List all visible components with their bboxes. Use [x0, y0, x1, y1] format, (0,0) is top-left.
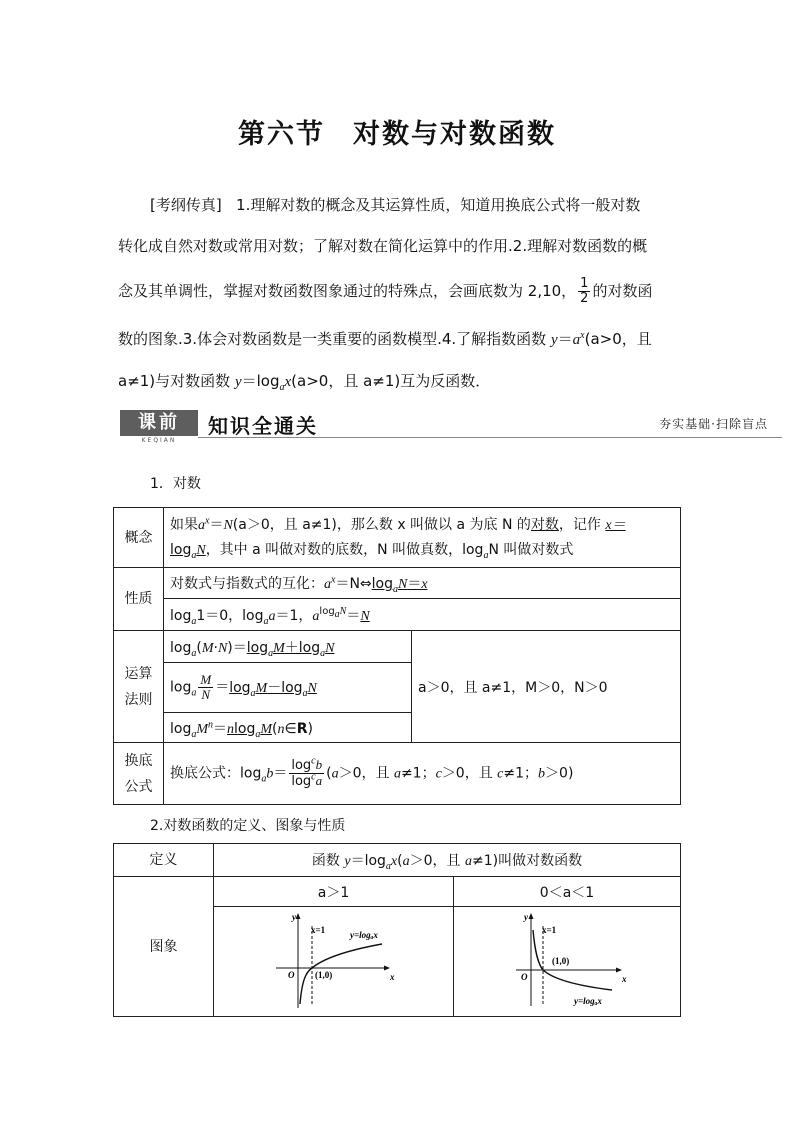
banner-slogan: 夯实基础·扫除盲点 — [659, 417, 768, 431]
syllabus-line-3: 念及其单调性，掌握对数函数图象通过的特殊点，会画底数为 2,10， $\frac{1}{2}$ 的对数函 — [118, 276, 653, 306]
banner-tag-pinyin: KEQIAN — [141, 437, 177, 444]
table-row-concept — [114, 508, 681, 568]
graph-b-point-label: (1,0) — [552, 955, 570, 966]
banner-divider — [198, 437, 782, 438]
row-label-change-base: 换底 公式 — [114, 743, 164, 805]
graph-b-curve — [533, 930, 612, 990]
table-row-definition — [114, 844, 681, 877]
table-row-property-1 — [114, 568, 681, 599]
syllabus-line-4: 数的图象.3.体会对数函数是一类重要的函数模型.4.了解指数函数 $y=a^x(a>0$，且 — [118, 330, 652, 348]
title-topic: 对数与对数函数 — [353, 119, 556, 150]
banner-tag: 课前 — [120, 410, 198, 436]
syllabus-line-1: [考纲传真] 1.理解对数的概念及其运算性质，知道用换底公式将一般对数 — [150, 196, 641, 214]
row-label-concept: 概念 — [114, 508, 164, 568]
ops-quotient-cell: $\log_a$ $\frac{M}{N}$ $=\log_aM-\log_aN$ — [164, 663, 412, 713]
banner-heading: 知识全通关 — [208, 414, 318, 438]
row-label-property: 性质 — [114, 568, 164, 631]
case-a-greater-than-1: a＞1 — [214, 877, 454, 907]
change-base-cell: 换底公式：$\log_ab=$ $\frac{\log^cb}{\log^ca}$ (a＞0，且 a≠1；c＞0，且 c≠1；b＞0) — [164, 743, 681, 805]
graph-decreasing-log — [454, 908, 680, 1016]
graph-a-point-label: (1,0) — [315, 969, 333, 980]
section-banner — [112, 408, 782, 448]
graph-increasing-log — [214, 908, 452, 1016]
graph-a-curve-label: y=logₐx — [350, 929, 378, 940]
row-label-graph: 图象 — [114, 877, 214, 1017]
section2-heading: 2.对数函数的定义、图象与性质 — [150, 818, 346, 834]
property-conversion-cell: 对数式与指数式的互化：$a^x=N\Leftrightarrow\log_aN=x$ — [164, 568, 681, 599]
table-row-change-base — [114, 743, 681, 805]
property-values-cell: $\log_a1=0$，$\log_aa=1$，$a^{log_aN}=N$ — [164, 599, 681, 631]
syllabus-line-2: 转化成自然对数或常用对数；了解对数在简化运算中的作用.2.理解对数函数的概 — [118, 237, 648, 255]
ops-condition-cell: a＞0，且 a≠1，M＞0，N＞0 — [412, 631, 681, 743]
syllabus-line-5: a≠1)与对数函数 $y=\log_ax(a>0$，且 a≠1)互为反函数． — [118, 372, 491, 393]
graph-b-y-arrow — [529, 913, 534, 919]
change-base-fraction: $\frac{\log^cb}{\log^ca}$ — [291, 755, 323, 789]
graph-a-x1-label: x=1 — [311, 924, 326, 935]
row-label-ops: 运算 法则 — [114, 631, 164, 743]
concept-cell: 如果$a^x=N(a>0$，且 a≠1)，那么数 x 叫做以 a 为底 N 的对数，记作 x＝ $\log_aN$，其中 a 叫做对数的底数，N 叫做真数，$\log_aN$ 叫做对数式 — [164, 508, 681, 568]
graph-b-x-arrow — [616, 967, 622, 972]
one-half-fraction: $\frac{1}{2}$ — [580, 276, 589, 306]
graph-b-x-label: x — [622, 973, 627, 984]
syllabus-tag: [考纲传真] — [150, 196, 222, 214]
graph-a-x-label: x — [390, 971, 395, 982]
graph-a-x-arrow — [384, 965, 390, 970]
graph-b-y-label: y — [524, 911, 528, 922]
definition-cell: 函数 $y=\log_ax(a>0$，且 a≠1)叫做对数函数 — [214, 844, 681, 877]
page-title — [0, 112, 794, 151]
row-label-definition: 定义 — [114, 844, 214, 877]
graph-a-y-label: y — [292, 911, 296, 922]
graph-b-curve-label: y=logₐx — [574, 995, 602, 1006]
table-row-property-2 — [114, 599, 681, 631]
case-a-between-0-1: 0＜a＜1 — [454, 877, 681, 907]
graph-b-origin: O — [521, 971, 528, 982]
table-row-ops-1 — [114, 631, 681, 663]
graph-cell-a — [214, 907, 454, 1017]
ops-product-cell: $\log_a(M\cdot N)=\log_aM+\log_aN$ — [164, 631, 412, 663]
table-row-cases — [114, 877, 681, 907]
graph-cell-b — [454, 907, 681, 1017]
log-function-table — [113, 843, 681, 1017]
title-section-number: 第六节 — [238, 119, 325, 150]
graph-a-y-arrow — [296, 913, 301, 919]
logarithm-table — [113, 507, 681, 805]
graph-a-origin: O — [288, 969, 295, 980]
section1-heading: 1．对数 — [150, 476, 201, 492]
ops-power-cell: $\log_aM^n=nlog_aM(n\in R)$ — [164, 713, 412, 743]
graph-b-x1-label: x=1 — [542, 924, 557, 935]
